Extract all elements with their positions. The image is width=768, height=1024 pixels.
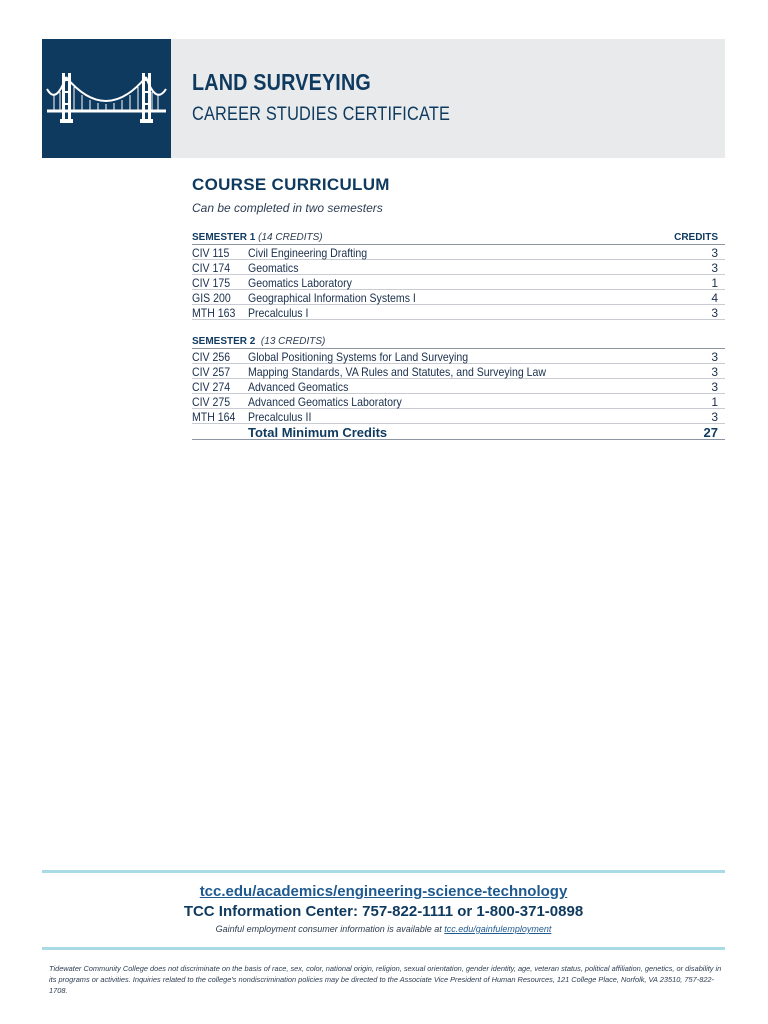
table-row	[192, 394, 725, 409]
table-row	[192, 260, 725, 275]
course-name: Civil Engineering Drafting	[248, 246, 368, 260]
table-row	[192, 245, 725, 260]
gainful-employment-link[interactable]: tcc.edu/gainfulemployment	[444, 924, 552, 934]
total-value: 27	[703, 425, 718, 440]
course-code: MTH 163	[192, 306, 236, 320]
course-name: Advanced Geomatics Laboratory	[248, 395, 402, 409]
logo-box	[42, 39, 171, 158]
course-credits: 1	[711, 276, 718, 290]
footer-divider-bottom	[42, 947, 725, 950]
course-name: Geomatics Laboratory	[248, 276, 352, 290]
course-credits: 3	[711, 261, 718, 275]
course-code: CIV 275	[192, 395, 231, 409]
table-row	[192, 409, 725, 424]
course-code: CIV 115	[192, 246, 230, 260]
course-code: CIV 257	[192, 365, 231, 379]
page-title: LAND SURVEYING	[192, 69, 372, 95]
course-name: Geographical Information Systems I	[248, 291, 416, 305]
header-banner	[42, 39, 725, 158]
total-row	[192, 424, 725, 440]
course-credits: 3	[711, 246, 718, 260]
footer-divider-top	[42, 870, 725, 873]
course-code: CIV 274	[192, 380, 231, 394]
course-credits: 4	[711, 291, 718, 305]
course-name: Precalculus I	[248, 306, 309, 320]
table-row	[192, 349, 725, 364]
gainful-employment-note	[42, 924, 725, 934]
semester-2-credits: (13 CREDITS)	[260, 336, 326, 347]
gainful-employment-text: Gainful employment consumer information is available at	[215, 924, 442, 934]
course-credits: 1	[711, 395, 718, 409]
credits-column-header: CREDITS	[674, 232, 718, 243]
bridge-icon	[42, 39, 171, 158]
course-credits: 3	[711, 410, 718, 424]
course-name: Advanced Geomatics	[248, 380, 349, 394]
semester-2-header	[192, 335, 725, 349]
course-code: GIS 200	[192, 291, 231, 305]
course-name: Global Positioning Systems for Land Surveying	[248, 350, 469, 364]
table-row	[192, 275, 725, 290]
course-code: CIV 175	[192, 276, 231, 290]
semester-1-label: SEMESTER 1 (14 CREDITS)	[192, 232, 323, 243]
course-credits: 3	[711, 350, 718, 364]
table-row	[192, 379, 725, 394]
course-name: Precalculus II	[248, 410, 312, 424]
course-name: Mapping Standards, VA Rules and Statutes, and Surveying Law	[248, 365, 547, 379]
total-label: Total Minimum Credits	[248, 425, 388, 440]
semester-2-table	[192, 335, 725, 440]
page-subtitle: CAREER STUDIES CERTIFICATE	[192, 104, 451, 125]
course-credits: 3	[711, 306, 718, 320]
course-credits: 3	[711, 365, 718, 379]
nondiscrimination-disclaimer: Tidewater Community College does not discriminate on the basis of race, sex, color, national origin, religion, sexual orientation, gender identity, age, veteran status, political affiliation, genetics, or disability in its programs or activities. Inquiries related to the college's nondiscrimination policies may be directed to the Associate Vice President of Human Resources, 121 College Place, Norfolk, VA 23510, 757-822-1708.	[49, 964, 722, 995]
program-link[interactable]: tcc.edu/academics/engineering-science-technology	[199, 883, 568, 900]
section-title: COURSE CURRICULUM	[192, 175, 390, 194]
semester-1-credits: (14 CREDITS)	[258, 232, 323, 243]
course-code: MTH 164	[192, 410, 236, 424]
section-note: Can be completed in two semesters	[192, 201, 383, 215]
course-name: Geomatics	[248, 261, 299, 275]
semester-2-label: SEMESTER 2 (13 CREDITS)	[192, 336, 326, 347]
course-code: CIV 256	[192, 350, 231, 364]
course-code: CIV 174	[192, 261, 231, 275]
semester-1-table	[192, 231, 725, 320]
table-row	[192, 305, 725, 320]
table-row	[192, 290, 725, 305]
semester-1-header	[192, 231, 725, 245]
table-row	[192, 364, 725, 379]
info-center-phone: TCC Information Center: 757-822-1111 or 1-800-371-0898	[183, 903, 584, 920]
course-credits: 3	[711, 380, 718, 394]
